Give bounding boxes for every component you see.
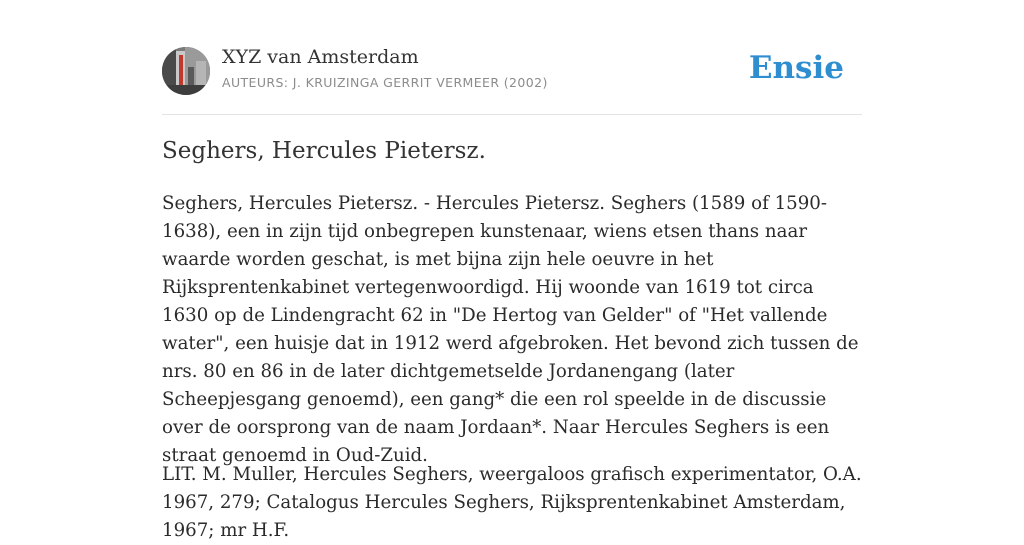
book-cover-image bbox=[162, 47, 210, 95]
entry-paragraph: LIT. M. Muller, Hercules Seghers, weergaloos grafisch experimentator, O.A. 1967, 279; Catalogus Hercules Seghers, Rijksprentenkabinet Amsterdam, 1967; mr H.F. bbox=[162, 464, 862, 541]
book-cover-avatar[interactable] bbox=[162, 47, 210, 95]
entry-paragraph: Seghers, Hercules Pietersz. - Hercules Pietersz. Seghers (1589 of 1590-1638), een in zijn tijd onbegrepen kunstenaar, wiens etsen thans naar waarde worden geschat, is met bijna zijn hele oeuvre in het Rijksprentenkabinet vertegenwoordigd. Hij woonde van 1619 tot circa 1630 op de Lindengracht 62 in "De Hertog van Gelder" of "Het vallende water", een huisje dat in 1912 werd afgebroken. Het bevond zich tussen de nrs. 80 en 86 in de later dichtgemetselde Jordanengang (later Scheepjesgang genoemd), een gang* die een rol speelde in de discussie over de oorsprong van de naam Jordaan*. Naar Hercules Seghers is een straat genoemd in Oud-Zuid. bbox=[162, 193, 859, 466]
ensie-logo[interactable]: Ensie bbox=[748, 50, 844, 86]
book-title[interactable]: XYZ van Amsterdam bbox=[222, 46, 419, 68]
book-authors: AUTEURS: J. KRUIZINGA GERRIT VERMEER (2002) bbox=[222, 75, 548, 90]
page-container bbox=[162, 0, 862, 541]
book-header bbox=[162, 0, 862, 115]
entry-title: Seghers, Hercules Pietersz. bbox=[162, 138, 486, 164]
